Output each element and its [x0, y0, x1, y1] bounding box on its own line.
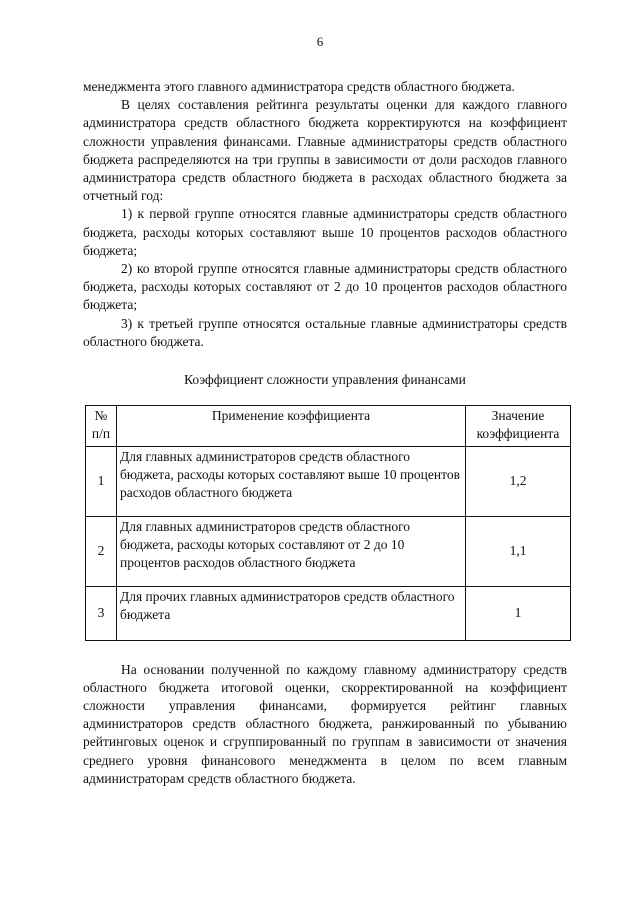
paragraph-group-2: 2) ко второй группе относятся главные администраторы средств областного бюджета, расходы которых составляют от 2 до 10 процентов расходов областного бюджета;	[83, 261, 567, 313]
header-num: № п/п	[86, 406, 117, 446]
header-application: Применение коэффициента	[117, 406, 466, 446]
paragraph-group-3: 3) к третьей группе относятся остальные главные администраторы средств областного бюджета.	[83, 315, 567, 349]
paragraph-continuation: менеджмента этого главного администратора средств областного бюджета.	[83, 79, 515, 94]
table-row	[86, 446, 571, 516]
row-value: 1,1	[466, 516, 571, 586]
row-application: Для главных администраторов средств областного бюджета, расходы которых составляют от 2 до 10 процентов расходов областного бюджета	[117, 516, 466, 586]
row-value: 1	[466, 586, 571, 640]
row-num: 3	[86, 586, 117, 640]
row-value: 1,2	[466, 446, 571, 516]
row-application: Для прочих главных администраторов средств областного бюджета	[117, 586, 466, 640]
coefficient-table	[85, 405, 571, 640]
header-value: Значение коэффициента	[466, 406, 571, 446]
paragraph-rating-purpose: В целях составления рейтинга результаты оценки для каждого главного администратора средств областного бюджета корректируются на коэффициент сложности управления финансами. Главные администраторы средств областного бюджета распределяются на три группы в зависимости от доли расходов главного администратора средств областного бюджета в расходах областного бюджета за отчетный год:	[83, 97, 567, 204]
table-row	[86, 586, 571, 640]
paragraph-group-1: 1) к первой группе относятся главные администраторы средств областного бюджета, расходы которых составляют выше 10 процентов расходов областного бюджета;	[83, 206, 567, 258]
table-caption: Коэффициент сложности управления финансами	[184, 372, 466, 388]
row-num: 2	[86, 516, 117, 586]
page-number: 6	[316, 34, 324, 49]
table-row	[86, 516, 571, 586]
table-header-row	[86, 406, 571, 446]
row-num: 1	[86, 446, 117, 516]
document-body	[83, 78, 567, 788]
paragraph-rating-formation: На основании полученной по каждому главному администратору средств областного бюджета итоговой оценки, скорректированной на коэффициент сложности управления финансами, формируется рейтинг главных администраторов средств областного бюджета, ранжированный по убыванию рейтинговых оценок и сгруппированный по группам в зависимости от значения среднего уровня финансового менеджмента в целом по всем главным администраторам средств областного бюджета.	[83, 661, 567, 786]
row-application: Для главных администраторов средств областного бюджета, расходы которых составляют выше 10 процентов расходов областного бюджета	[117, 446, 466, 516]
